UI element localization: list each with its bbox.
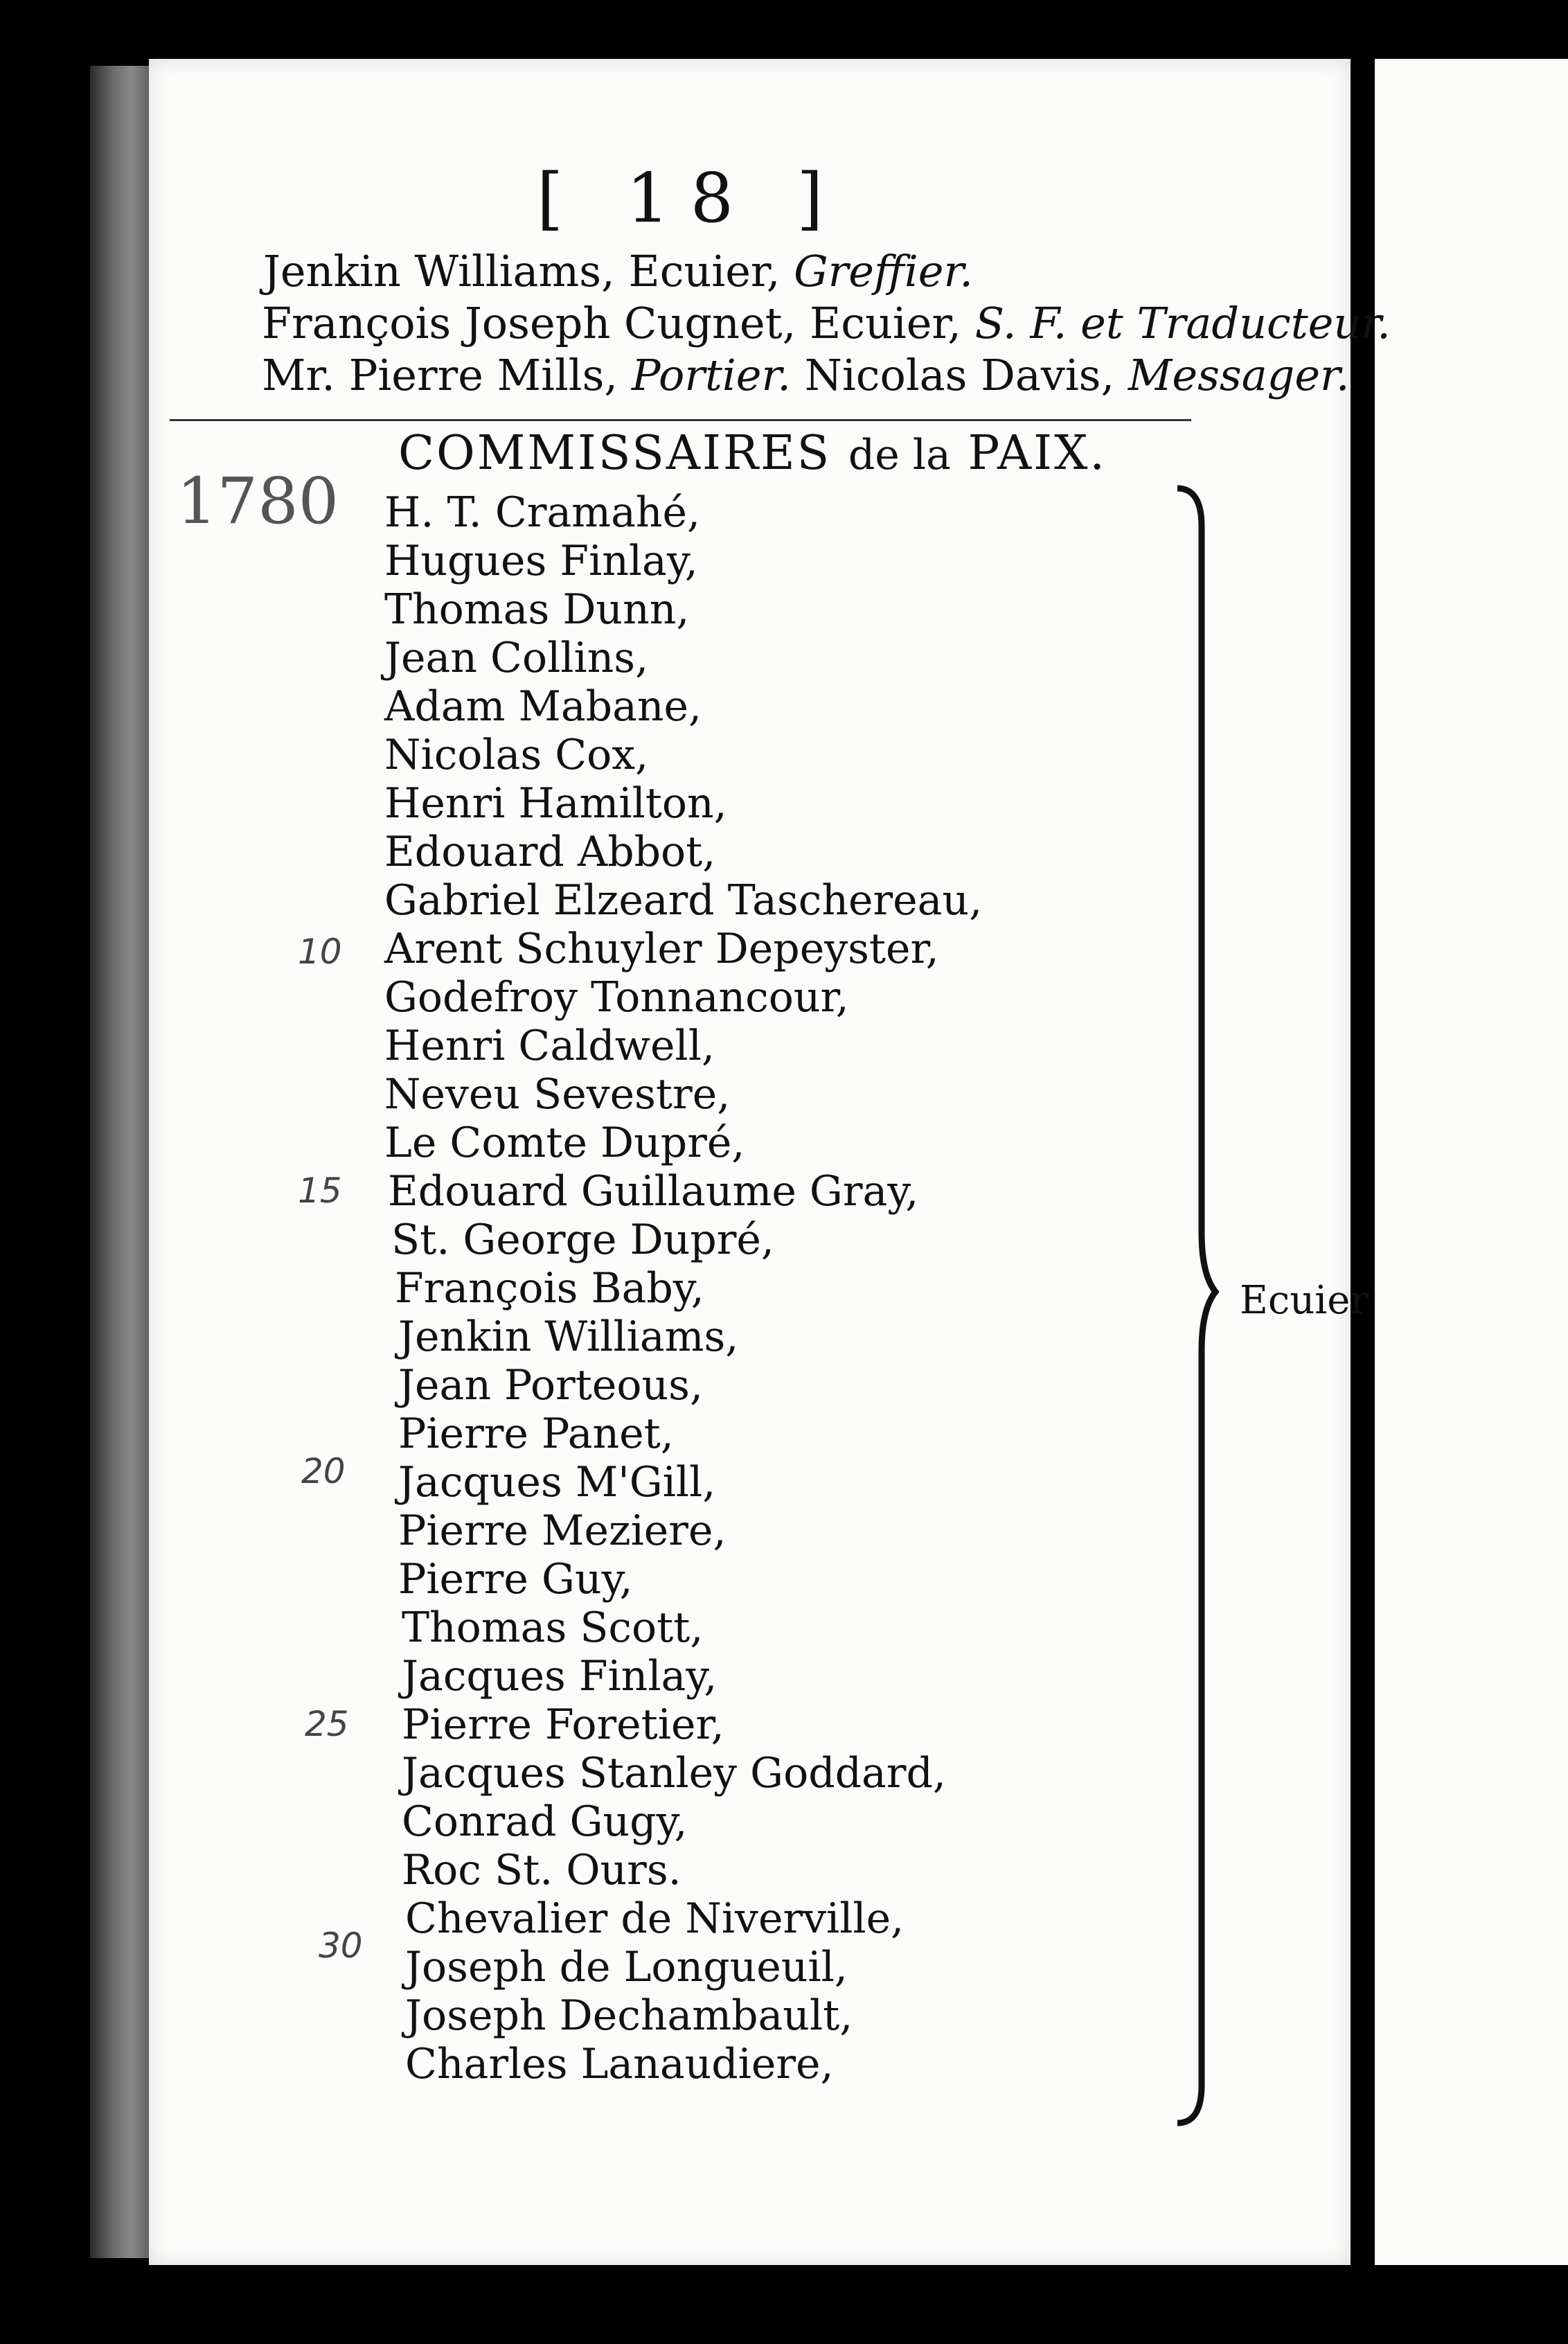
list-item: Charles Lanaudiere, bbox=[405, 2040, 834, 2088]
margin-number: 10 bbox=[298, 932, 342, 972]
list-item: Neveu Sevestre, bbox=[384, 1070, 731, 1119]
margin-number: 15 bbox=[298, 1171, 342, 1211]
list-item: Conrad Gugy, bbox=[402, 1797, 688, 1846]
margin-number: 30 bbox=[319, 1926, 363, 1966]
margin-number: 25 bbox=[305, 1704, 349, 1744]
list-item: Jean Collins, bbox=[384, 634, 649, 682]
list-item: François Baby, bbox=[395, 1264, 704, 1313]
list-item: H. T. Cramahé, bbox=[384, 488, 701, 537]
divider-rule bbox=[170, 419, 1191, 421]
list-item: Edouard Guillaume Gray, bbox=[388, 1167, 919, 1216]
list-item: Roc St. Ours. bbox=[402, 1846, 681, 1894]
adjacent-page bbox=[1375, 59, 1568, 2265]
list-item: St. George Dupré, bbox=[391, 1216, 775, 1264]
list-item: Hugues Finlay, bbox=[384, 537, 698, 585]
officer-line-2: François Joseph Cugnet, Ecuier, S. F. et Traducteur. bbox=[262, 298, 1391, 348]
list-item: Arent Schuyler Depeyster, bbox=[384, 925, 939, 973]
list-item: Jean Porteous, bbox=[398, 1361, 704, 1410]
bracket-label: Ecuier bbox=[1240, 1278, 1369, 1323]
list-item: Jacques Finlay, bbox=[402, 1652, 718, 1701]
list-item: Jenkin Williams, bbox=[398, 1313, 739, 1361]
list-item: Gabriel Elzeard Taschereau, bbox=[384, 876, 983, 925]
list-item: Adam Mabane, bbox=[384, 682, 702, 731]
list-item: Pierre Panet, bbox=[398, 1410, 674, 1458]
list-item: Henri Hamilton, bbox=[384, 779, 727, 828]
list-item: Pierre Guy, bbox=[398, 1555, 633, 1604]
list-item: Joseph Dechambault, bbox=[405, 1991, 853, 2040]
officer-line-3: Mr. Pierre Mills, Portier. Nicolas Davis, Messager. bbox=[262, 350, 1350, 400]
page-number-header: [ 18 ] bbox=[537, 159, 844, 238]
margin-handwritten-year: 1780 bbox=[177, 464, 339, 538]
list-item: Jacques Stanley Goddard, bbox=[402, 1749, 946, 1797]
list-item: Godefroy Tonnancour, bbox=[384, 973, 849, 1022]
list-item: Thomas Scott, bbox=[402, 1604, 704, 1652]
section-title: COMMISSAIRES de la PAIX. bbox=[398, 426, 1107, 481]
list-item: Chevalier de Niverville, bbox=[405, 1894, 905, 1943]
officer-line-1: Jenkin Williams, Ecuier, Greffier. bbox=[263, 246, 973, 296]
curly-brace bbox=[1170, 485, 1219, 2127]
list-item: Edouard Abbot, bbox=[384, 828, 716, 876]
list-item: Le Comte Dupré, bbox=[384, 1119, 745, 1167]
list-item: Joseph de Longueuil, bbox=[405, 1943, 848, 1991]
list-item: Pierre Foretier, bbox=[402, 1701, 724, 1749]
list-item: Pierre Meziere, bbox=[398, 1507, 727, 1555]
list-item: Henri Caldwell, bbox=[384, 1022, 715, 1070]
list-item: Jacques M'Gill, bbox=[398, 1458, 716, 1507]
list-item: Nicolas Cox, bbox=[384, 731, 649, 779]
margin-number: 20 bbox=[301, 1451, 346, 1491]
list-item: Thomas Dunn, bbox=[384, 585, 690, 634]
